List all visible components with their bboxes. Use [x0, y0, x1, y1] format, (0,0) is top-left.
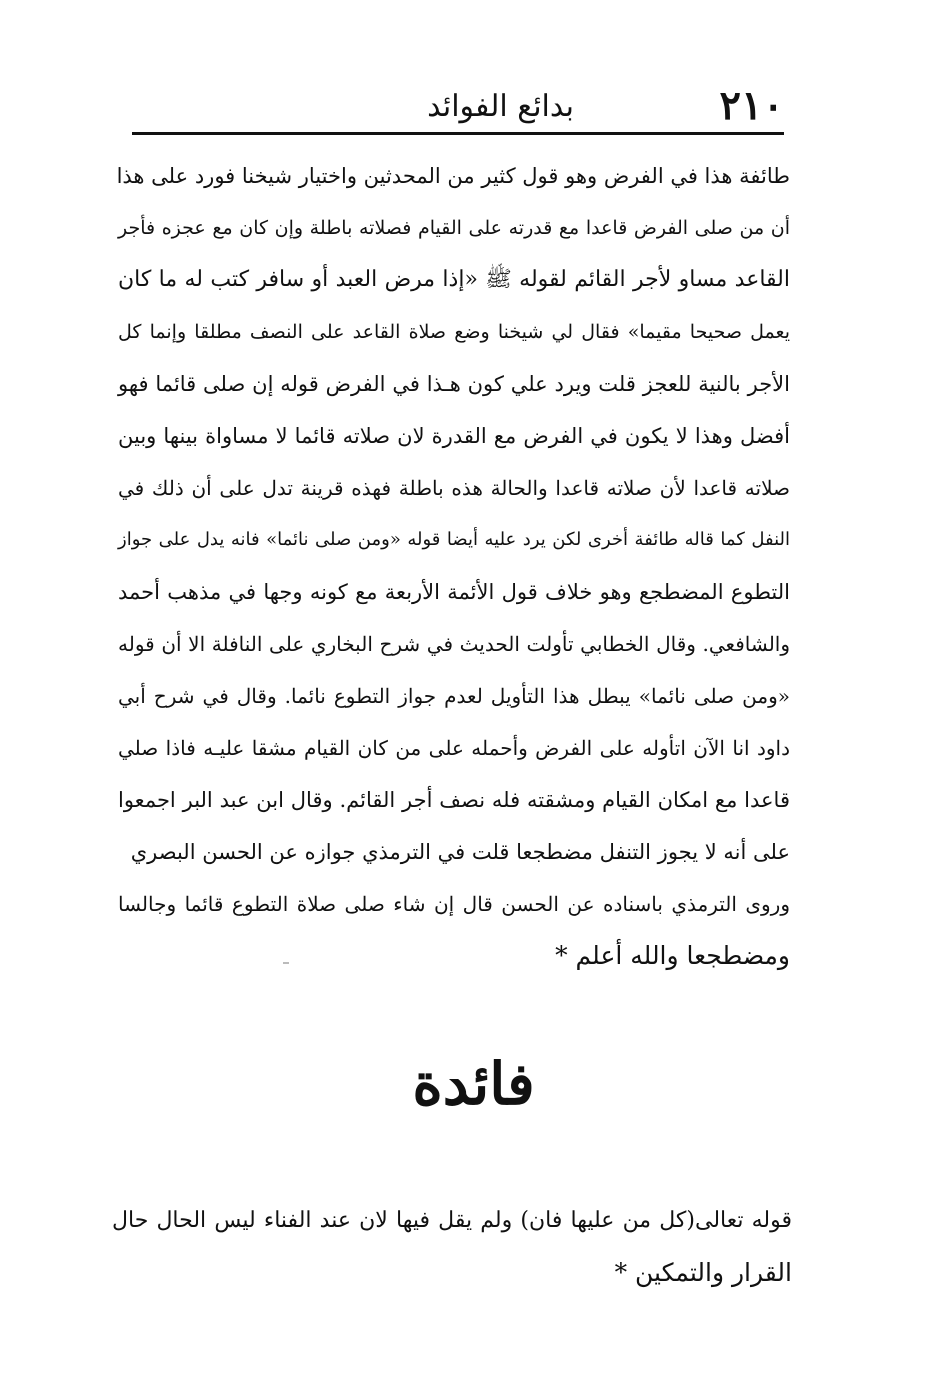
print-speck — [283, 962, 289, 964]
text-line: قوله تعالى(كل من عليها فان) ولم يقل فيها لان عند الفناء ليس الحال حال — [112, 1208, 792, 1233]
text-line: القرار والتمكين * — [614, 1258, 792, 1287]
text-line: القاعد مساو لأجر القائم لقوله ﷺ «إذا مرض العبد أو سافر كتب له ما كان — [118, 267, 790, 292]
text-line: صلاته قاعدا لأن صلاته قاعدا والحالة هذه باطلة فهذه قرينة تدل على أن ذلك في — [118, 476, 790, 500]
text-line: والشافعي. وقال الخطابي تأولت الحديث في شرح البخاري على النافلة الا أن قوله — [118, 632, 790, 656]
text-line: التطوع المضطجع وهو خلاف قول الأئمة الأربعة مع كونه وجها في مذهب أحمد — [118, 580, 790, 604]
section-text — [112, 1195, 792, 1299]
text-line: قاعدا مع امكان القيام ومشقته فله نصف أجر القائم. وقال ابن عبد البر اجمعوا — [118, 788, 790, 812]
text-line: على أنه لا يجوز التنفل مضطجعا قلت في الترمذي جوازه عن الحسن البصري — [130, 840, 790, 864]
text-line: أفضل وهذا لا يكون في الفرض مع القدرة لان صلاته قائما لا مساواة بينها وبين — [118, 424, 790, 448]
text-line: وروى الترمذي باسناده عن الحسن قال إن شاء صلى صلاة التطوع قائما وجالسا — [118, 892, 790, 916]
page-header — [132, 78, 784, 132]
page-number: ٢١٠ — [719, 82, 784, 129]
text-line: داود انا الآن اتأوله على الفرض وأحمله على من كان القيام مشقا عليـه فاذا صلي — [118, 736, 790, 760]
running-title: بدائع الفوائد — [427, 89, 574, 124]
body-text — [118, 150, 790, 982]
text-line: «ومن صلى نائما» يبطل هذا التأويل لعدم جواز التطوع نائما. وقال في شرح أبي — [118, 684, 790, 708]
text-line: ومضطجعا والله أعلم * — [555, 941, 790, 970]
text-line: طائفة هذا في الفرض وهو قول كثير من المحدثين واختيار شيخنا فورد على هذا — [116, 164, 790, 188]
section-title: فائدة — [412, 1050, 535, 1118]
text-line: الأجر بالنية للعجز قلت ويرد علي كون هـذا في الفرض قوله إن صلى قائما فهو — [118, 372, 790, 396]
header-rule — [132, 132, 784, 135]
text-line: أن من صلى الفرض قاعدا مع قدرته على القيام فصلاته باطلة وإن كان مع عجزه فأجر — [118, 217, 790, 239]
text-line: يعمل صحيحا مقيما» فقال لي شيخنا وضع صلاة القاعد على النصف مطلقا وإنما كل — [118, 321, 790, 343]
text-line: النفل كما قاله طائفة أخرى لكن يرد عليه أيضا قوله «ومن صلى نائما» فانه يدل على جواز — [118, 529, 790, 550]
